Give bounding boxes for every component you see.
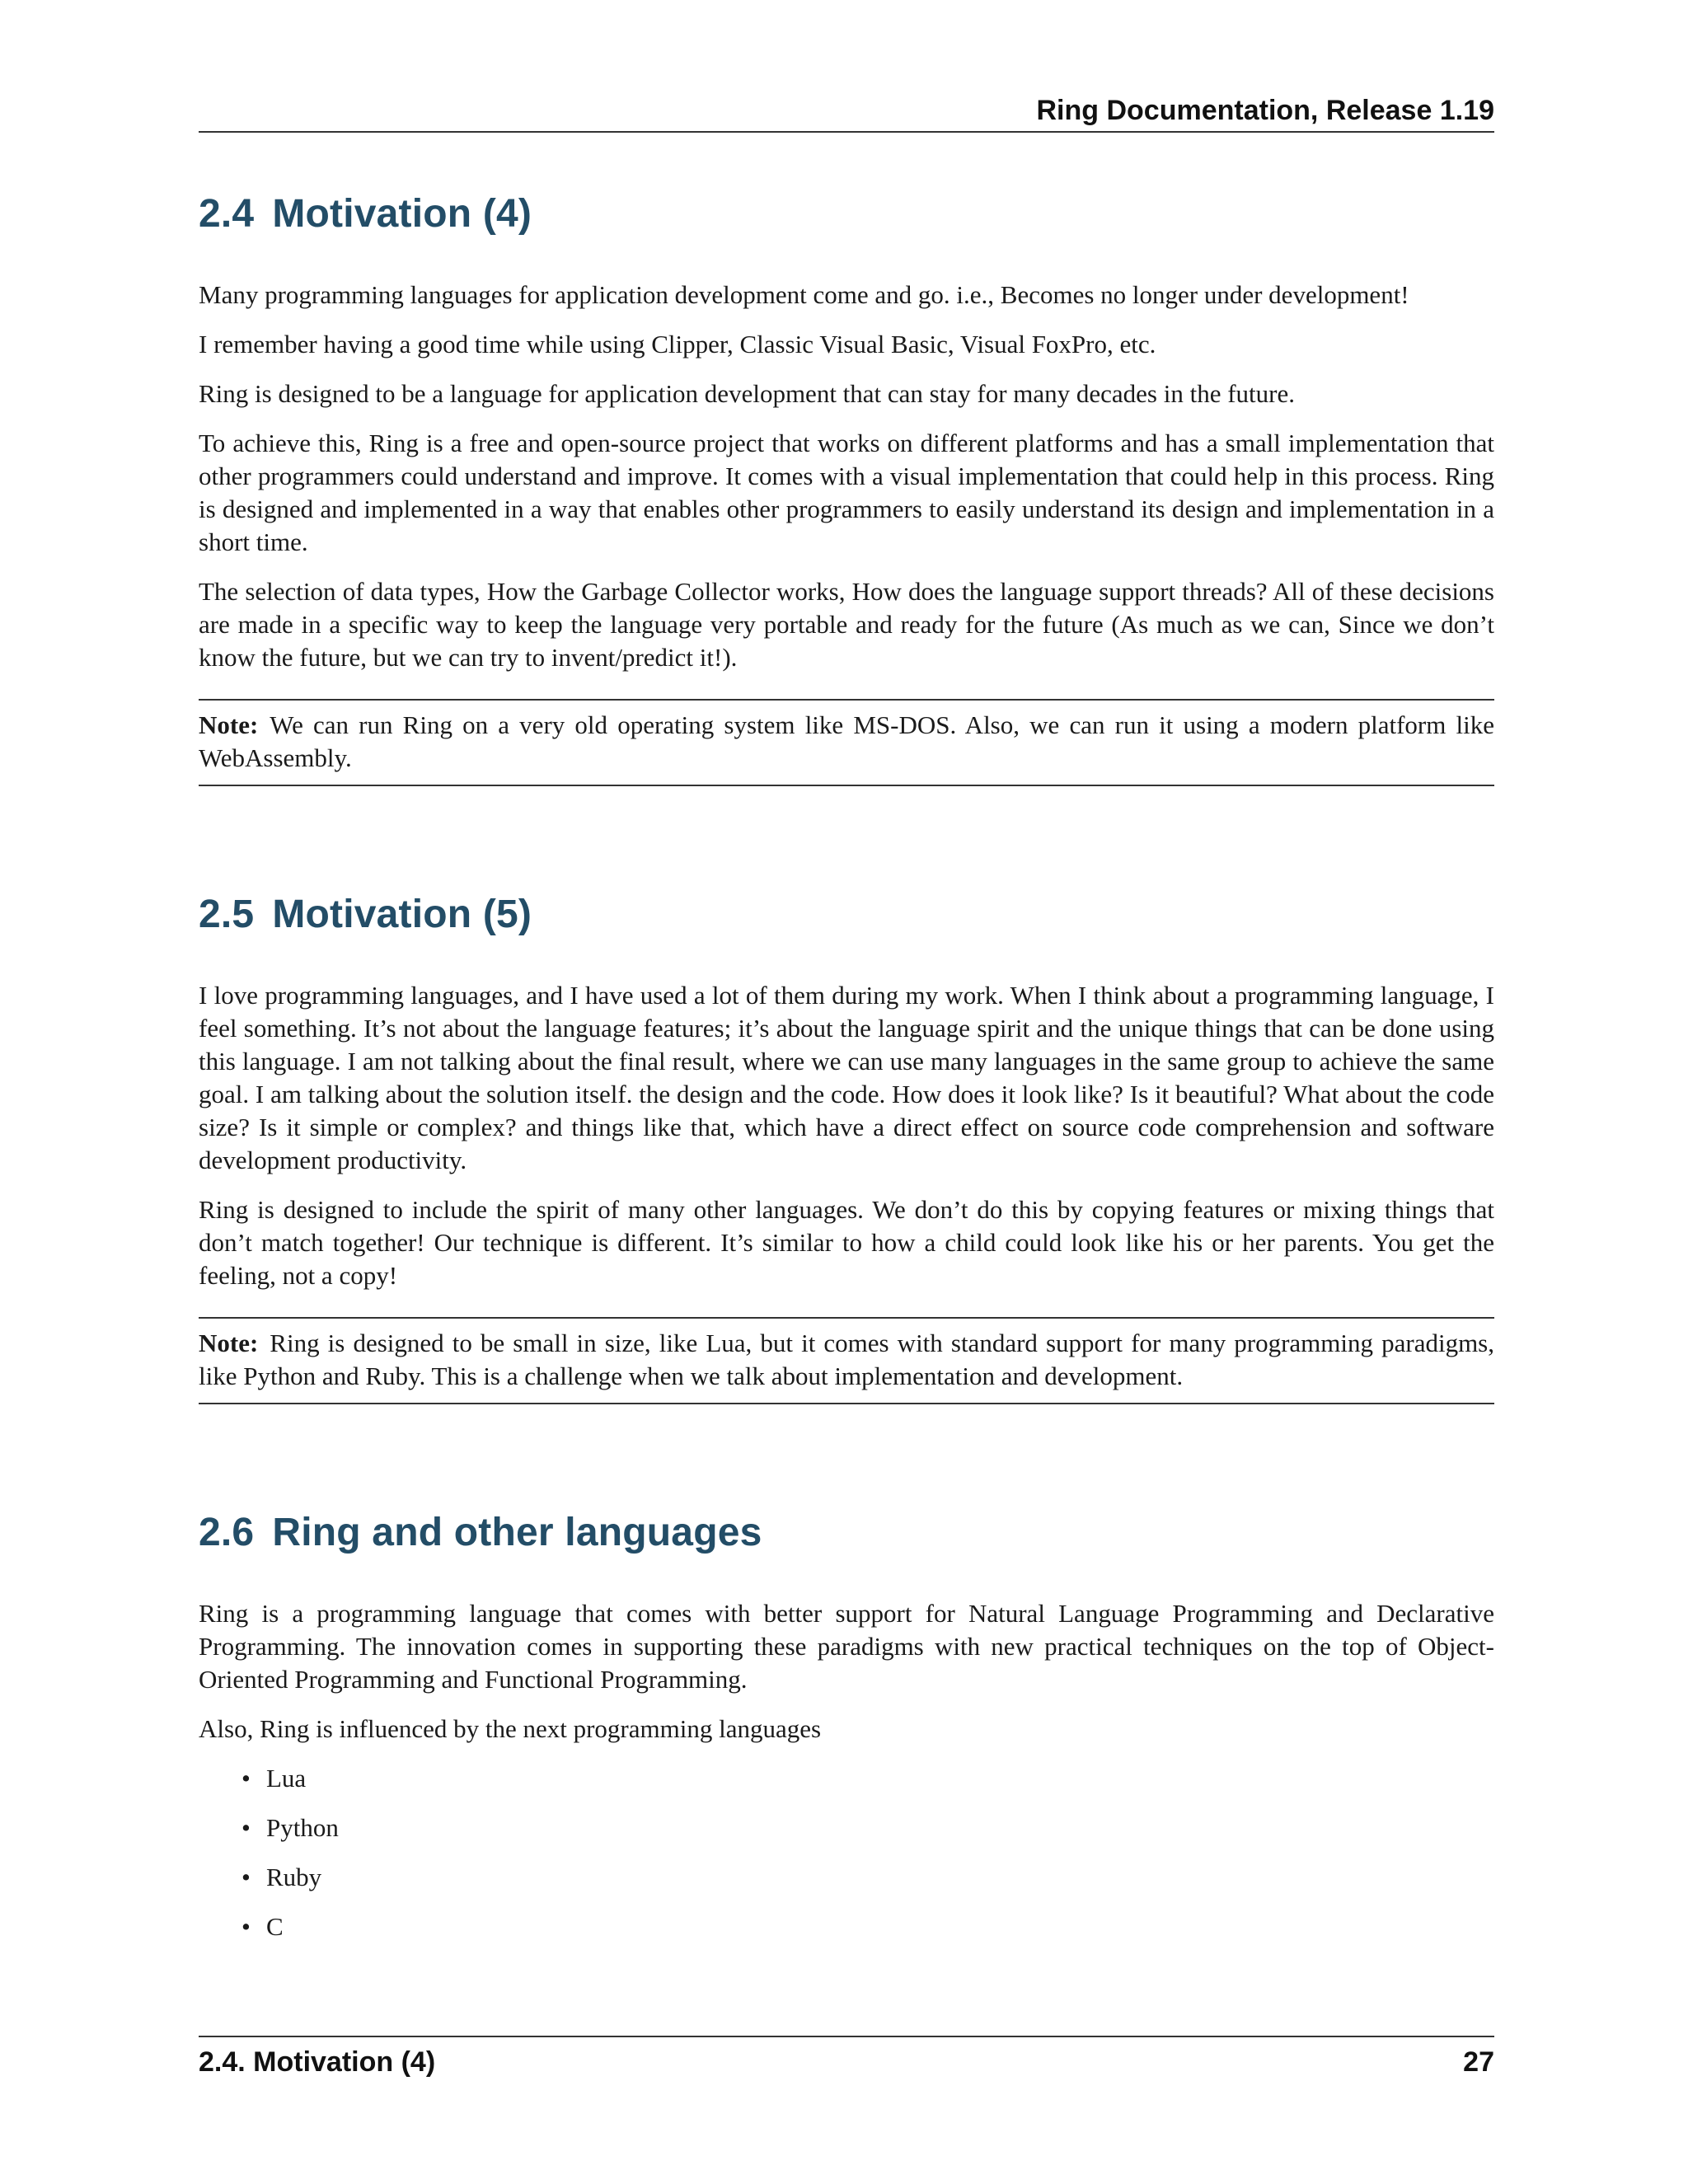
section-number: 2.4 bbox=[199, 192, 255, 236]
section-heading bbox=[199, 890, 1494, 940]
section-number: 2.6 bbox=[199, 1511, 255, 1554]
paragraph: Ring is designed to be a language for application development that can stay for many decades in the future. bbox=[199, 379, 1295, 408]
paragraph: Ring is a programming language that comes with better support for Natural Language Programming and Declarative Programming. The innovation comes in supporting these paradigms with new practical techniques on the top of Object-Oriented Programming and Functional Programming. bbox=[199, 1599, 1494, 1694]
running-footer bbox=[199, 2036, 1494, 2080]
list-item-label: Lua bbox=[266, 1764, 307, 1793]
paragraph: I love programming languages, and I have used a lot of them during my work. When I think about a programming language, I feel something. It’s not about the language features; it’s about the language spirit and the unique things that can be done using this language. I am not talking about the final result, where we can use many languages in the same group to achieve the same goal. I am talking about the solution itself. the design and the code. How does it look like? Is it beautiful? What about the code size? Is it simple or complex? and things like that, which have a direct effect on source code comprehension and software development productivity. bbox=[199, 981, 1494, 1174]
section-2-6 bbox=[199, 1508, 1494, 1960]
paragraph: The selection of data types, How the Garbage Collector works, How does the language support threads? All of these decisions are made in a specific way to keep the language very portable and ready for the future (As much as we can, Since we don’t know the future, but we can try to invent/predict it!). bbox=[199, 577, 1494, 672]
paragraph: Also, Ring is influenced by the next programming languages bbox=[199, 1714, 822, 1743]
section-title: Ring and other languages bbox=[272, 1511, 762, 1554]
section-number: 2.5 bbox=[199, 893, 255, 936]
bullet-icon: • bbox=[241, 1863, 251, 1891]
section-heading bbox=[199, 1508, 1494, 1558]
list-item-label: Ruby bbox=[266, 1863, 322, 1891]
note-text: We can run Ring on a very old operating system like MS-DOS. Also, we can run it using a modern platform like WebAssembly. bbox=[199, 710, 1494, 772]
note-label: Note: bbox=[199, 710, 259, 739]
list-item bbox=[241, 1811, 1494, 1844]
note-box bbox=[199, 1317, 1494, 1404]
paragraph: To achieve this, Ring is a free and open-source project that works on different platforms and has a small implementation that other programmers could understand and improve. It comes with a visual implementation that could help in this process. Ring is designed and implemented in a way that enables other programmers to easily understand its design and implementation in a short time. bbox=[199, 429, 1494, 556]
list-item bbox=[241, 1861, 1494, 1894]
list-item-label: Python bbox=[266, 1813, 339, 1842]
note-label: Note: bbox=[199, 1329, 259, 1357]
language-list bbox=[199, 1762, 1494, 1943]
list-item bbox=[241, 1910, 1494, 1943]
paragraph: Many programming languages for application development come and go. i.e., Becomes no longer under development! bbox=[199, 280, 1409, 309]
note-box bbox=[199, 699, 1494, 786]
footer-section: 2.4. Motivation (4) bbox=[199, 2046, 436, 2078]
note-text: Ring is designed to be small in size, like Lua, but it comes with standard support for many programming paradigms, like Python and Ruby. This is a challenge when we talk about implementation and development. bbox=[199, 1329, 1494, 1390]
bullet-icon: • bbox=[241, 1912, 251, 1941]
bullet-icon: • bbox=[241, 1813, 251, 1842]
running-header bbox=[199, 92, 1494, 133]
header-title: Ring Documentation, Release 1.19 bbox=[1036, 95, 1494, 126]
section-heading bbox=[199, 190, 1494, 239]
section-title: Motivation (4) bbox=[272, 192, 532, 236]
bullet-icon: • bbox=[241, 1764, 251, 1793]
paragraph: Ring is designed to include the spirit of many other languages. We don’t do this by copying features or mixing things that don’t match together! Our technique is different. It’s similar to how a child could look like his or her parents. You get the feeling, not a copy! bbox=[199, 1195, 1494, 1290]
list-item bbox=[241, 1762, 1494, 1795]
list-item-label: C bbox=[266, 1912, 284, 1941]
page-number: 27 bbox=[1463, 2046, 1494, 2078]
section-2-5 bbox=[199, 890, 1494, 1404]
section-2-4 bbox=[199, 190, 1494, 786]
paragraph: I remember having a good time while using Clipper, Classic Visual Basic, Visual FoxPro, etc. bbox=[199, 330, 1156, 359]
section-title: Motivation (5) bbox=[272, 893, 532, 936]
